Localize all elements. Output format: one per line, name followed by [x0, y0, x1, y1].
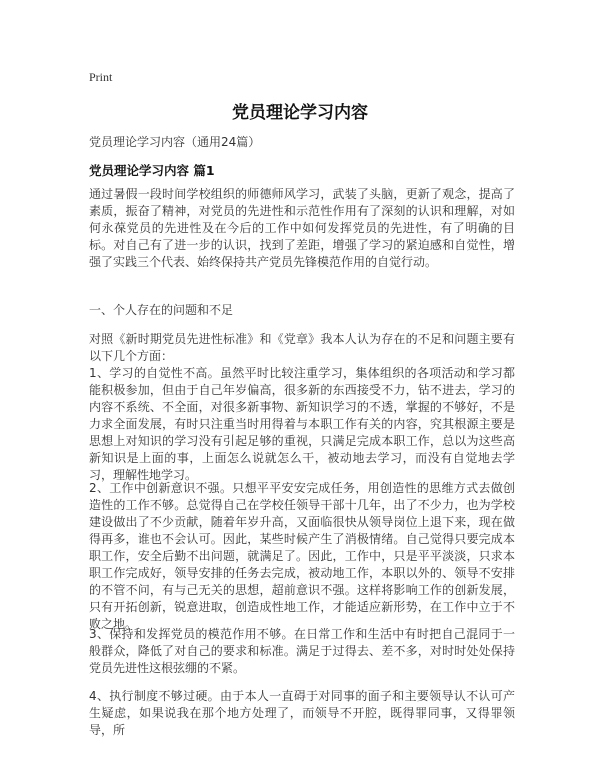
intro-paragraph: 通过暑假一段时间学校组织的师德师风学习，武装了头脑，更新了观念，提高了素质，振奋了精神，对党员的先进性和示范性作用有了深刻的认识和理解，对如何永葆党员的先进性及在今后的工作中如何发挥党员的先进性，有了明确的目标。对自己有了进一步的认识，找到了差距，增强了学习的紧迫感和自觉性，增强了实践三个代表、始终保持共产党员先锋模范作用的自觉行动。: [89, 187, 515, 269]
page-title: 党员理论学习内容: [232, 103, 368, 123]
list-item-4: 4、执行制度不够过硬。由于本人一直碍于对同事的面子和主要领导认不认可产生疑虑，如果说我在那个地方处理了，而领导不开腔，既得罪同事，又得罪领导，所: [89, 689, 515, 737]
document-subtitle: 党员理论学习内容（通用24篇）: [89, 135, 261, 149]
list-item-3: 3、保持和发挥党员的模范作用不够。在日常工作和生活中有时把自己混同于一般群众，降低了对自己的要求和标准。满足于过得去、差不多，对时时处处保持党员先进性这根弦绷的不紧。: [89, 627, 515, 675]
section-heading: 党员理论学习内容 篇1: [89, 163, 215, 178]
list-item-1: 1、学习的自觉性不高。虽然平时比较注重学习，集体组织的各项活动和学习都能积极参加，但由于自己年岁偏高，很多新的东西接受不力，钻不进去，学习的内容不系统、不全面，对很多新事物、新知识学习的不透，掌握的不够好，不是力求全面发展，有时只注重当时用得着与本职工作有关的内容，究其根源主要是思想上对知识的学习没有引起足够的重视，只满足完成本职工作，总以为这些高新知识是上面的事，上面怎么说就怎么干，被动地去学习，而没有自觉地去学习，理解性地学习。: [89, 366, 515, 482]
lead-paragraph: 对照《新时期党员先进性标准》和《党章》我本人认为存在的不足和问题主要有以下几个方面：: [89, 332, 515, 363]
subsection-heading: 一、个人存在的问题和不足: [89, 303, 234, 317]
print-link[interactable]: Print: [89, 70, 113, 84]
list-item-2: 2、工作中创新意识不强。只想平平安安完成任务，用创造性的思维方式去做创造性的工作不够。总觉得自己在学校任领导干部十几年，出了不少力，也为学校建设做出了不少贡献，随着年岁升高，又面临很快从领导岗位上退下来，现在做得再多，谁也不会认可。因此，某些时候产生了消极情绪。自己觉得只要完成本职工作，安全后勤不出问题，就满足了。因此，工作中，只是平平淡淡，只求本职工作完成好，领导安排的任务去完成，被动地工作，本职以外的、领导不安排的不管不问，有与己无关的思想，超前意识不强。这样将影响工作的创新发展，只有开拓创新，锐意进取，创造成性地工作，才能适应新形势，在工作中立于不败之地。: [89, 481, 515, 631]
